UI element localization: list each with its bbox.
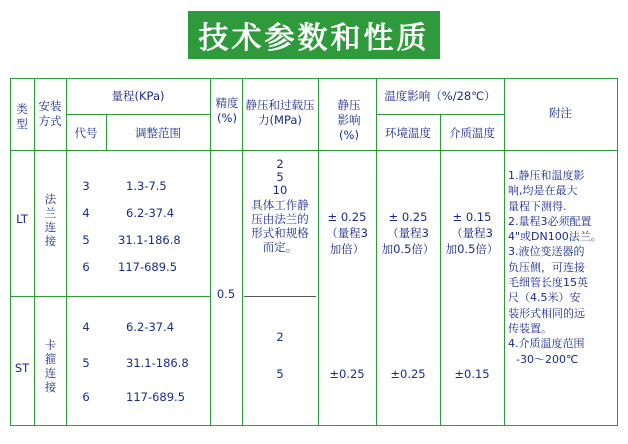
col-line-type (34, 78, 35, 426)
lt-pressure-value-3: 10 (272, 183, 288, 197)
header-bottom-border (10, 150, 618, 151)
lt-range-4: 117-689.5 (118, 260, 178, 274)
header-notes: 附注 (549, 106, 572, 120)
st-install: 卡箍连接 (44, 338, 57, 394)
lt-code-2: 4 (82, 206, 90, 220)
st-pressure-value-2: 5 (276, 367, 284, 381)
note-line: 4"或DN100法兰。 (508, 230, 602, 244)
note-line: 1.静压和温度影 (508, 169, 585, 182)
header-accuracy: 精度(%) (215, 96, 239, 125)
note-line: 量程下测得. (508, 199, 567, 213)
header-temp-effect: 温度影响（%/28℃） (384, 89, 496, 103)
lt-pressure-value-1: 2 (276, 157, 284, 171)
note-line: 装形式相同的远 (508, 306, 585, 320)
lt-medium-effect-1: ± 0.15 (452, 210, 492, 224)
st-ambient-effect: ±0.25 (390, 367, 426, 381)
lt-range-1: 1.3-7.5 (126, 179, 167, 193)
note-line: 4.介质温度范围 (508, 337, 585, 351)
header-medium-temp: 介质温度 (449, 126, 495, 140)
note-line: 负压侧，可连接 (508, 260, 585, 274)
col-line-accuracy (242, 78, 243, 426)
lt-install: 法兰连接 (44, 192, 57, 248)
st-type: ST (14, 361, 30, 375)
st-pressure-value-1: 2 (276, 330, 284, 344)
lt-pressure-note: 具体工作静压由法兰的形式和规格而定。 (251, 198, 309, 254)
note-line: 传装置。 (508, 321, 552, 335)
col-line-range (210, 78, 211, 426)
header-static-effect: 静压影响(%) (337, 98, 361, 142)
header-range: 量程(KPa) (111, 89, 165, 103)
note-line: -30～200℃ (516, 352, 579, 366)
table-bottom-border (10, 425, 618, 426)
lt-medium-effect-3: 加0.5倍） (445, 242, 499, 256)
lt-ambient-effect-1: ± 0.25 (388, 210, 428, 224)
header-code: 代号 (74, 126, 98, 140)
page-title: 技术参数和性质 (188, 11, 440, 59)
accuracy-value: 0.5 (216, 287, 236, 301)
lt-st-divider (10, 296, 210, 297)
header-type: 类型 (16, 102, 28, 131)
lt-ambient-effect-3: 加0.5倍） (381, 242, 435, 256)
note-line: 毛细管长度15英 (508, 276, 588, 290)
note-line: 3.液位变送器的 (508, 245, 585, 259)
lt-pressure-value-2: 5 (276, 170, 284, 184)
header-ambient-temp: 环境温度 (385, 126, 431, 140)
lt-static-effect-2: （量程3 (326, 226, 368, 240)
lt-code-1: 3 (82, 179, 90, 193)
note-line: 2.量程3必须配置 (508, 214, 592, 228)
header-static-pressure: 静压和过载压力(MPa) (245, 98, 315, 127)
st-static-effect: ±0.25 (329, 367, 365, 381)
lt-range-3: 31.1-186.8 (118, 233, 181, 247)
lt-code-3: 5 (82, 233, 90, 247)
st-code-3: 6 (82, 390, 90, 404)
st-range-2: 31.1-186.8 (126, 356, 189, 370)
st-range-3: 117-689.5 (126, 390, 186, 404)
note-line: 尺（4.5米）安 (508, 291, 581, 305)
header-install: 安装方式 (38, 99, 62, 128)
lt-range-2: 6.2-37.4 (126, 206, 175, 220)
st-code-1: 4 (82, 320, 90, 334)
col-line-medium (504, 78, 505, 426)
st-medium-effect: ±0.15 (454, 367, 490, 381)
table-right-border (617, 78, 618, 426)
header-adjust-range: 调整范围 (135, 126, 181, 140)
lt-static-effect-3: 加倍） (329, 242, 365, 256)
lt-type: LT (16, 212, 28, 226)
lt-ambient-effect-2: （量程3 (387, 226, 429, 240)
pressure-divider (244, 296, 316, 297)
st-code-2: 5 (82, 356, 90, 370)
lt-code-4: 6 (82, 260, 90, 274)
lt-medium-effect-2: （量程3 (451, 226, 493, 240)
notes-list (508, 168, 616, 367)
header-subrow-line-range (66, 114, 210, 115)
lt-static-effect-1: ± 0.25 (327, 210, 367, 224)
st-range-1: 6.2-37.4 (126, 320, 175, 334)
note-line: 响,均是在最大 (508, 184, 578, 198)
table-top-border (10, 78, 618, 79)
